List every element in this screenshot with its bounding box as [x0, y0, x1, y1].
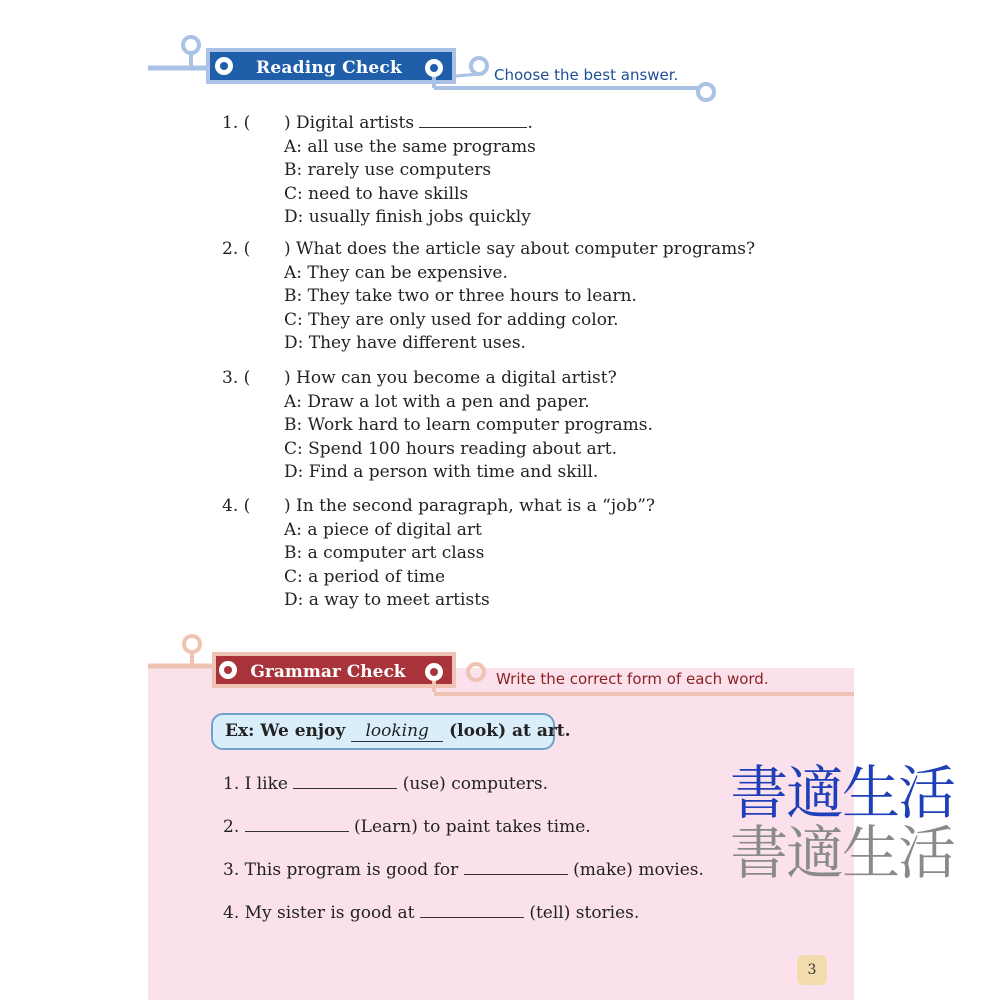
question-stem: ) How can you become a digital artist? — [284, 368, 617, 388]
question-number: 2. ( — [222, 239, 251, 259]
option-a[interactable]: A: Draw a lot with a pen and paper. — [284, 391, 590, 412]
example-suffix: (look) at art. — [449, 721, 571, 741]
question-number: 1. ( — [222, 113, 251, 133]
option-c[interactable]: C: need to have skills — [284, 183, 469, 204]
question-1: 1. ( ) Digital artists . A: all use the same programs B: rarely use computers C: need to have skills D: usually finish jobs quickly — [222, 110, 536, 230]
answer-blank[interactable] — [419, 110, 527, 128]
grammar-item-3: 3. This program is good for (make) movies. — [223, 857, 704, 880]
option-c[interactable]: C: They are only used for adding color. — [284, 309, 619, 330]
watermark-gray: 書適生活 — [730, 819, 955, 887]
grammar-item-2: 2. (Learn) to paint takes time. — [223, 814, 591, 837]
watermark-blue: 書適生活 — [730, 759, 955, 827]
option-b[interactable]: B: rarely use computers — [284, 160, 492, 180]
grammar-check-instruction: Write the correct form of each word. — [496, 670, 769, 688]
option-b[interactable]: B: Work hard to learn computer programs. — [284, 415, 653, 435]
question-stem: ) In the second paragraph, what is a “job”? — [284, 496, 656, 516]
option-c[interactable]: C: a period of time — [284, 566, 446, 587]
answer-blank[interactable] — [464, 857, 568, 875]
answer-blank[interactable] — [293, 771, 397, 789]
answer-blank[interactable] — [420, 900, 524, 918]
page-number: 3 — [797, 955, 827, 985]
option-a[interactable]: A: all use the same programs — [284, 136, 536, 157]
option-c[interactable]: C: Spend 100 hours reading about art. — [284, 438, 618, 459]
reading-check-instruction: Choose the best answer. — [494, 66, 679, 84]
grammar-item-1: 1. I like (use) computers. — [223, 771, 548, 794]
question-number: 4. ( — [222, 496, 251, 516]
answer-blank[interactable] — [245, 814, 349, 832]
question-stem: ) What does the article say about computer programs? — [284, 239, 756, 259]
option-a[interactable]: A: They can be expensive. — [284, 262, 508, 283]
question-number: 3. ( — [222, 368, 251, 388]
example-prefix: Ex: We enjoy — [225, 721, 346, 741]
option-b[interactable]: B: They take two or three hours to learn. — [284, 286, 637, 306]
grammar-item-4: 4. My sister is good at (tell) stories. — [223, 900, 639, 923]
option-d[interactable]: D: They have different uses. — [284, 333, 526, 353]
option-d[interactable]: D: a way to meet artists — [284, 590, 490, 610]
option-d[interactable]: D: usually finish jobs quickly — [284, 207, 531, 227]
example-answer: looking — [351, 721, 443, 742]
option-d[interactable]: D: Find a person with time and skill. — [284, 462, 599, 482]
question-4 — [222, 495, 655, 613]
option-b[interactable]: B: a computer art class — [284, 543, 485, 563]
option-a[interactable]: A: a piece of digital art — [284, 519, 482, 540]
reading-check-title: Reading Check — [256, 58, 402, 78]
question-stem: ) Digital artists — [284, 113, 415, 133]
question-2 — [222, 238, 755, 356]
example-box — [211, 713, 571, 750]
grammar-check-title: Grammar Check — [250, 662, 406, 682]
question-3 — [222, 367, 653, 485]
